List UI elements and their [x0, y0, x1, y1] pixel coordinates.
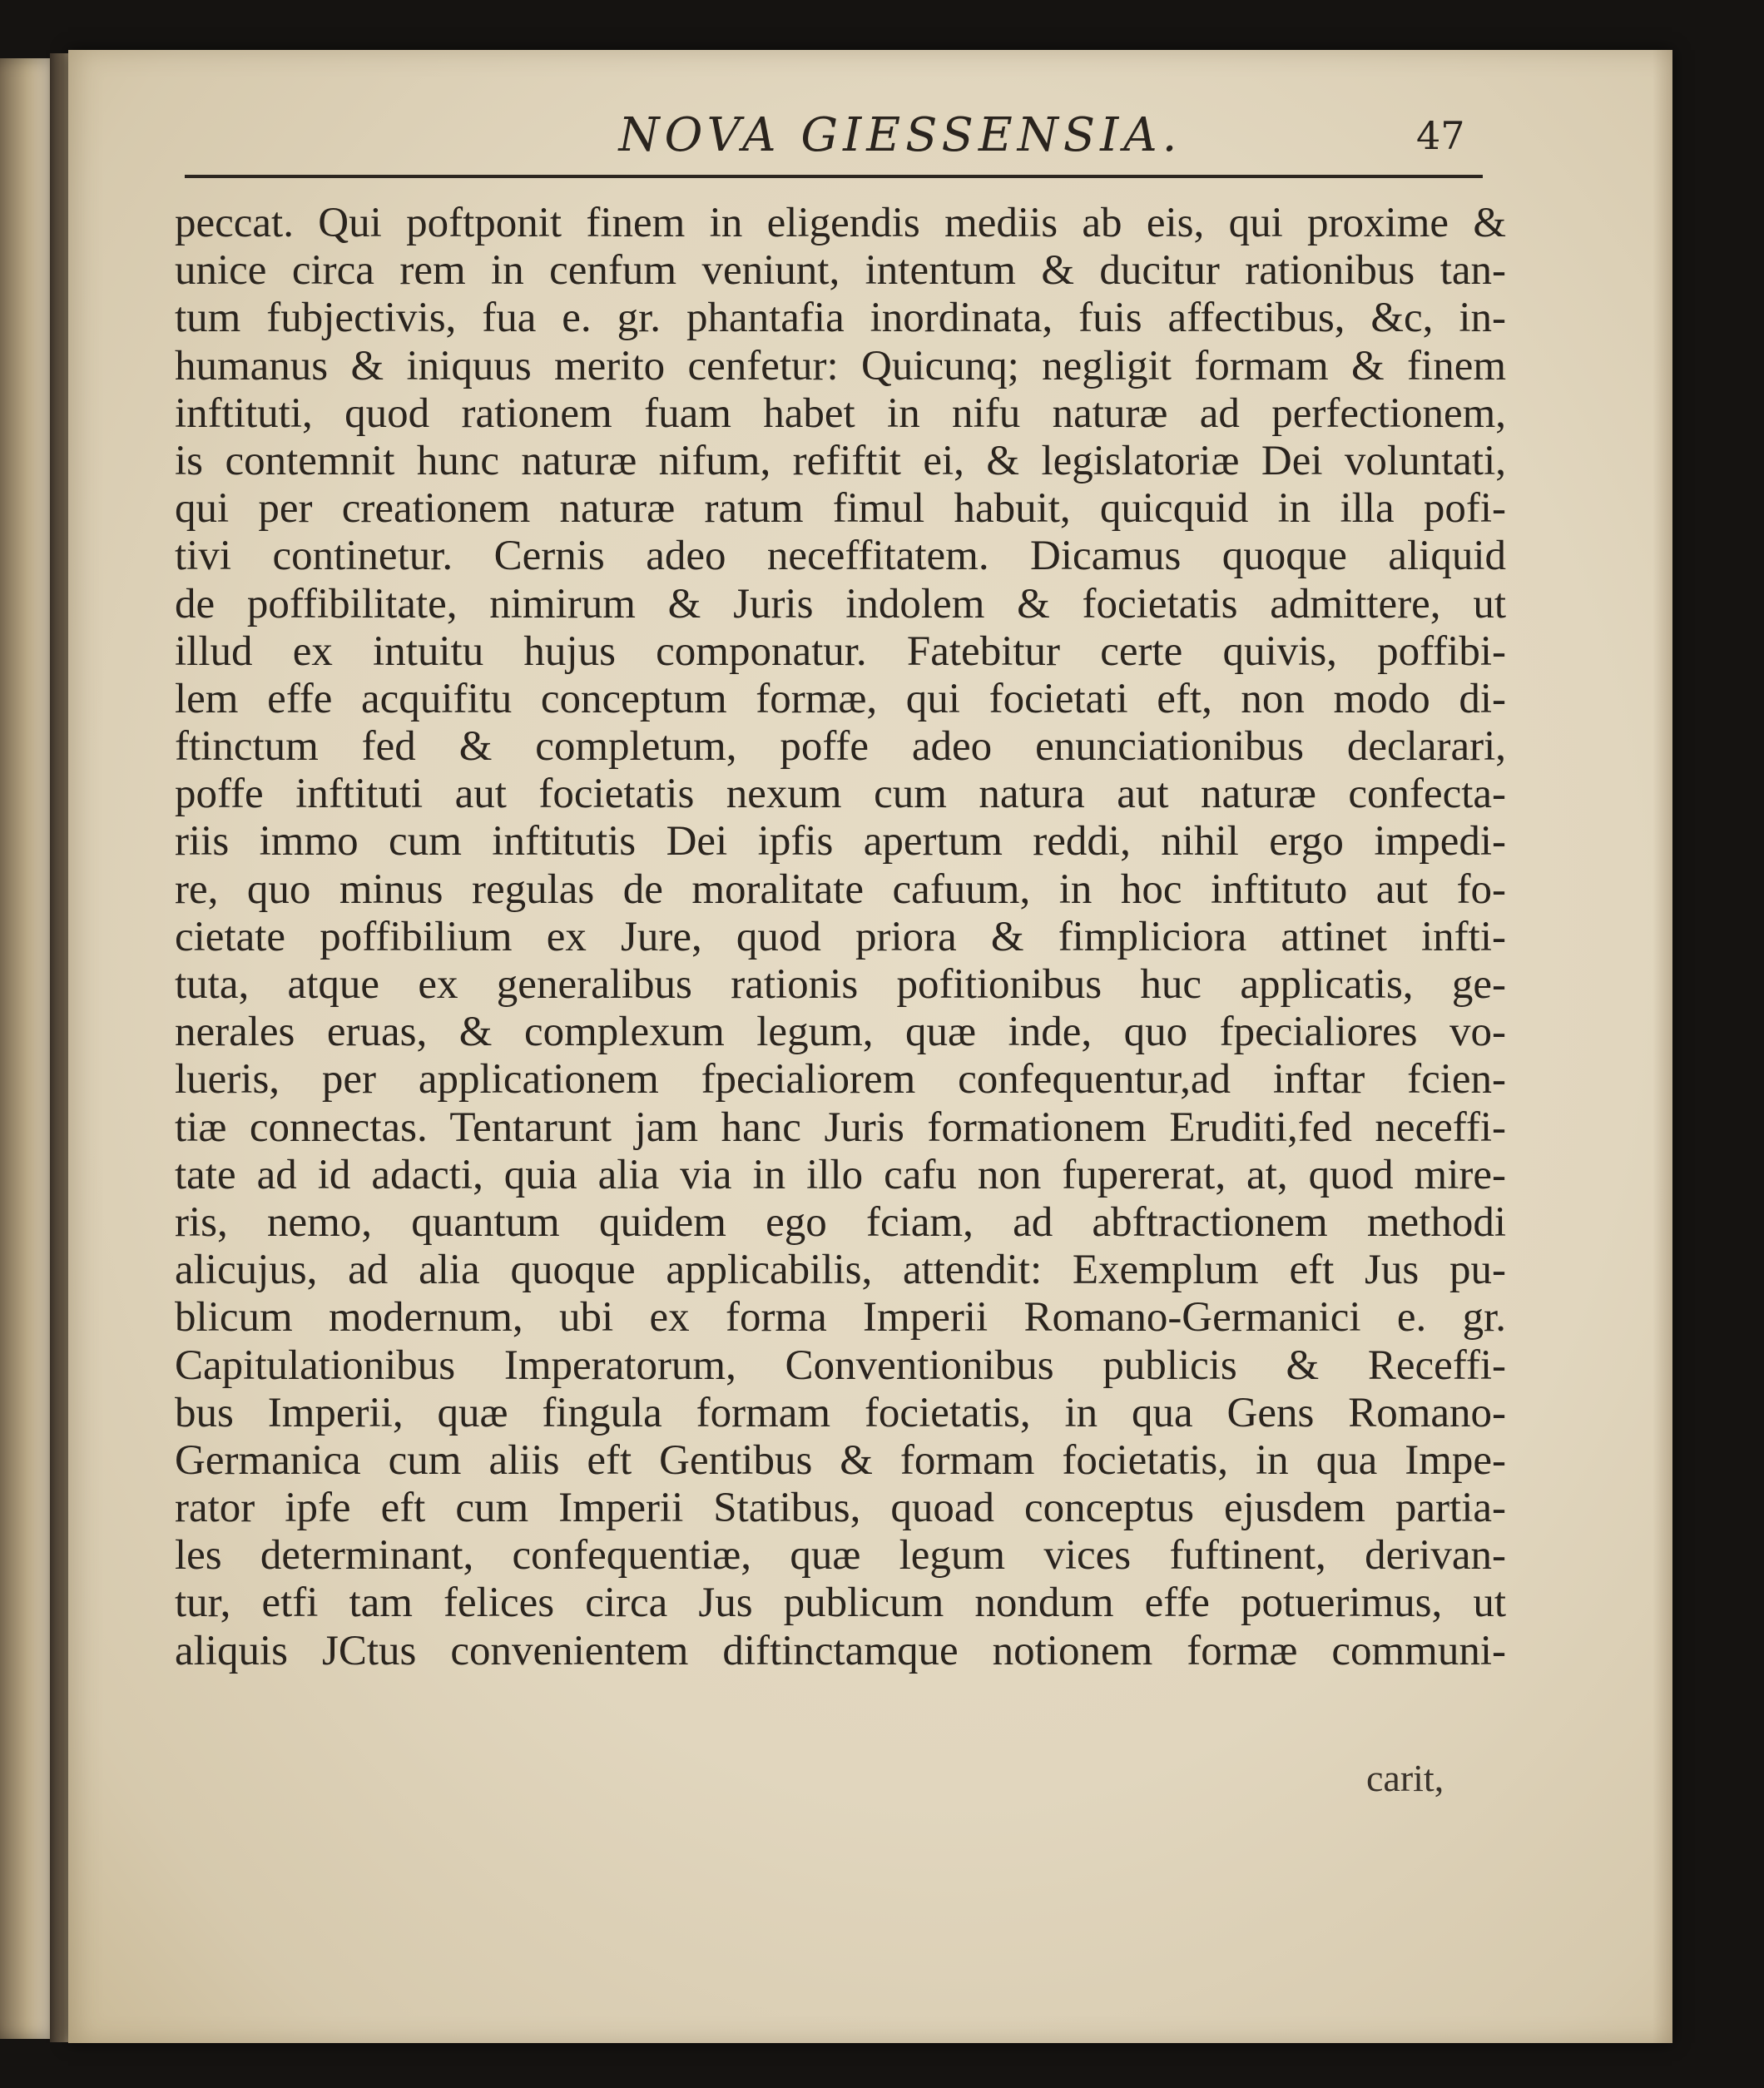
text-line: illud ex intuitu hujus componatur. Fatebitur certe quivis, poffibi- [175, 627, 1506, 675]
text-line: riis immo cum inftitutis Dei ipfis apertum reddi, nihil ergo impedi- [175, 818, 1506, 865]
text-line: tum fubjectivis, fua e. gr. phantafia inordinata, fuis affectibus, &c, in- [175, 295, 1506, 342]
text-line: nerales eruas, & complexum legum, quæ inde, quo fpecialiores vo- [175, 1009, 1506, 1056]
text-line: aliquis JCtus convenientem diftinctamque notionem formæ communi- [175, 1627, 1506, 1674]
text-line: tur, etfi tam felices circa Jus publicum nondum effe potuerimus, ut [175, 1580, 1506, 1627]
text-line: de poffibilitate, nimirum & Juris indolem & focietatis admittere, ut [175, 580, 1506, 627]
text-line: re, quo minus regulas de moralitate cafuum, in hoc inftituto aut fo- [175, 865, 1506, 913]
book-page [68, 50, 1672, 2043]
text-line: cietate poffibilium ex Jure, quod priora & fimpliciora attinet infti- [175, 913, 1506, 960]
text-line: rator ipfe eft cum Imperii Statibus, quoad conceptus ejusdem partia- [175, 1485, 1506, 1532]
text-line: tivi continetur. Cernis adeo neceffitatem. Dicamus quoque aliquid [175, 533, 1506, 580]
text-line: alicujus, ad alia quoque applicabilis, attendit: Exemplum eft Jus pu- [175, 1247, 1506, 1294]
text-line: ris, nemo, quantum quidem ego fciam, ad abftractionem methodi [175, 1198, 1506, 1246]
text-line: lem effe acquifitu conceptum formæ, qui focietati eft, non modo di- [175, 675, 1506, 722]
text-line: tuta, atque ex generalibus rationis pofitionibus huc applicatis, ge- [175, 961, 1506, 1008]
text-line: is contemnit hunc naturæ nifum, refiftit ei, & legislatoriæ Dei voluntati, [175, 437, 1506, 484]
text-line: tiæ connectas. Tentarunt jam hanc Juris formationem Eruditi,fed neceffi- [175, 1104, 1506, 1151]
text-line: peccat. Qui poftponit finem in eligendis mediis ab eis, qui proxime & [175, 200, 1506, 246]
header-rule [185, 175, 1483, 178]
text-line: lueris, per applicationem fpecialiorem confequentur,ad inftar fcien- [175, 1056, 1506, 1104]
text-line: unice circa rem in cenfum veniunt, intentum & ducitur rationibus tan- [175, 247, 1506, 295]
page-number: 47 [1416, 113, 1465, 158]
text-line: tate ad id adacti, quia alia via in illo cafu non fupererat, at, quod mire- [175, 1151, 1506, 1198]
text-line: qui per creationem naturæ ratum fimul habuit, quicquid in illa pofi- [175, 485, 1506, 533]
text-line: inftituti, quod rationem fuam habet in nifu naturæ ad perfectionem, [175, 389, 1506, 437]
text-line: humanus & iniquus merito cenfetur: Quicunq; negligit formam & finem [175, 342, 1506, 389]
text-line: blicum modernum, ubi ex forma Imperii Romano-Germanici e. gr. [175, 1294, 1506, 1342]
text-line: poffe inftituti aut focietatis nexum cum natura aut naturæ confecta- [175, 771, 1506, 818]
text-line: les determinant, confequentiæ, quæ legum vices fuftinent, derivan- [175, 1532, 1506, 1580]
running-title: NOVA GIESSENSIA. [618, 108, 1182, 162]
catchword: carit, [1366, 1757, 1444, 1799]
body-text [175, 200, 1506, 1675]
text-line: Germanica cum aliis eft Gentibus & formam focietatis, in qua Impe- [175, 1436, 1506, 1484]
text-line: bus Imperii, quæ fingula formam focietatis, in qua Gens Romano- [175, 1389, 1506, 1436]
text-line: Capitulationibus Imperatorum, Conventionibus publicis & Receffi- [175, 1342, 1506, 1389]
text-line: ftinctum fed & completum, poffe adeo enunciationibus declarari, [175, 723, 1506, 771]
page-edge-shadow [1653, 50, 1672, 2043]
